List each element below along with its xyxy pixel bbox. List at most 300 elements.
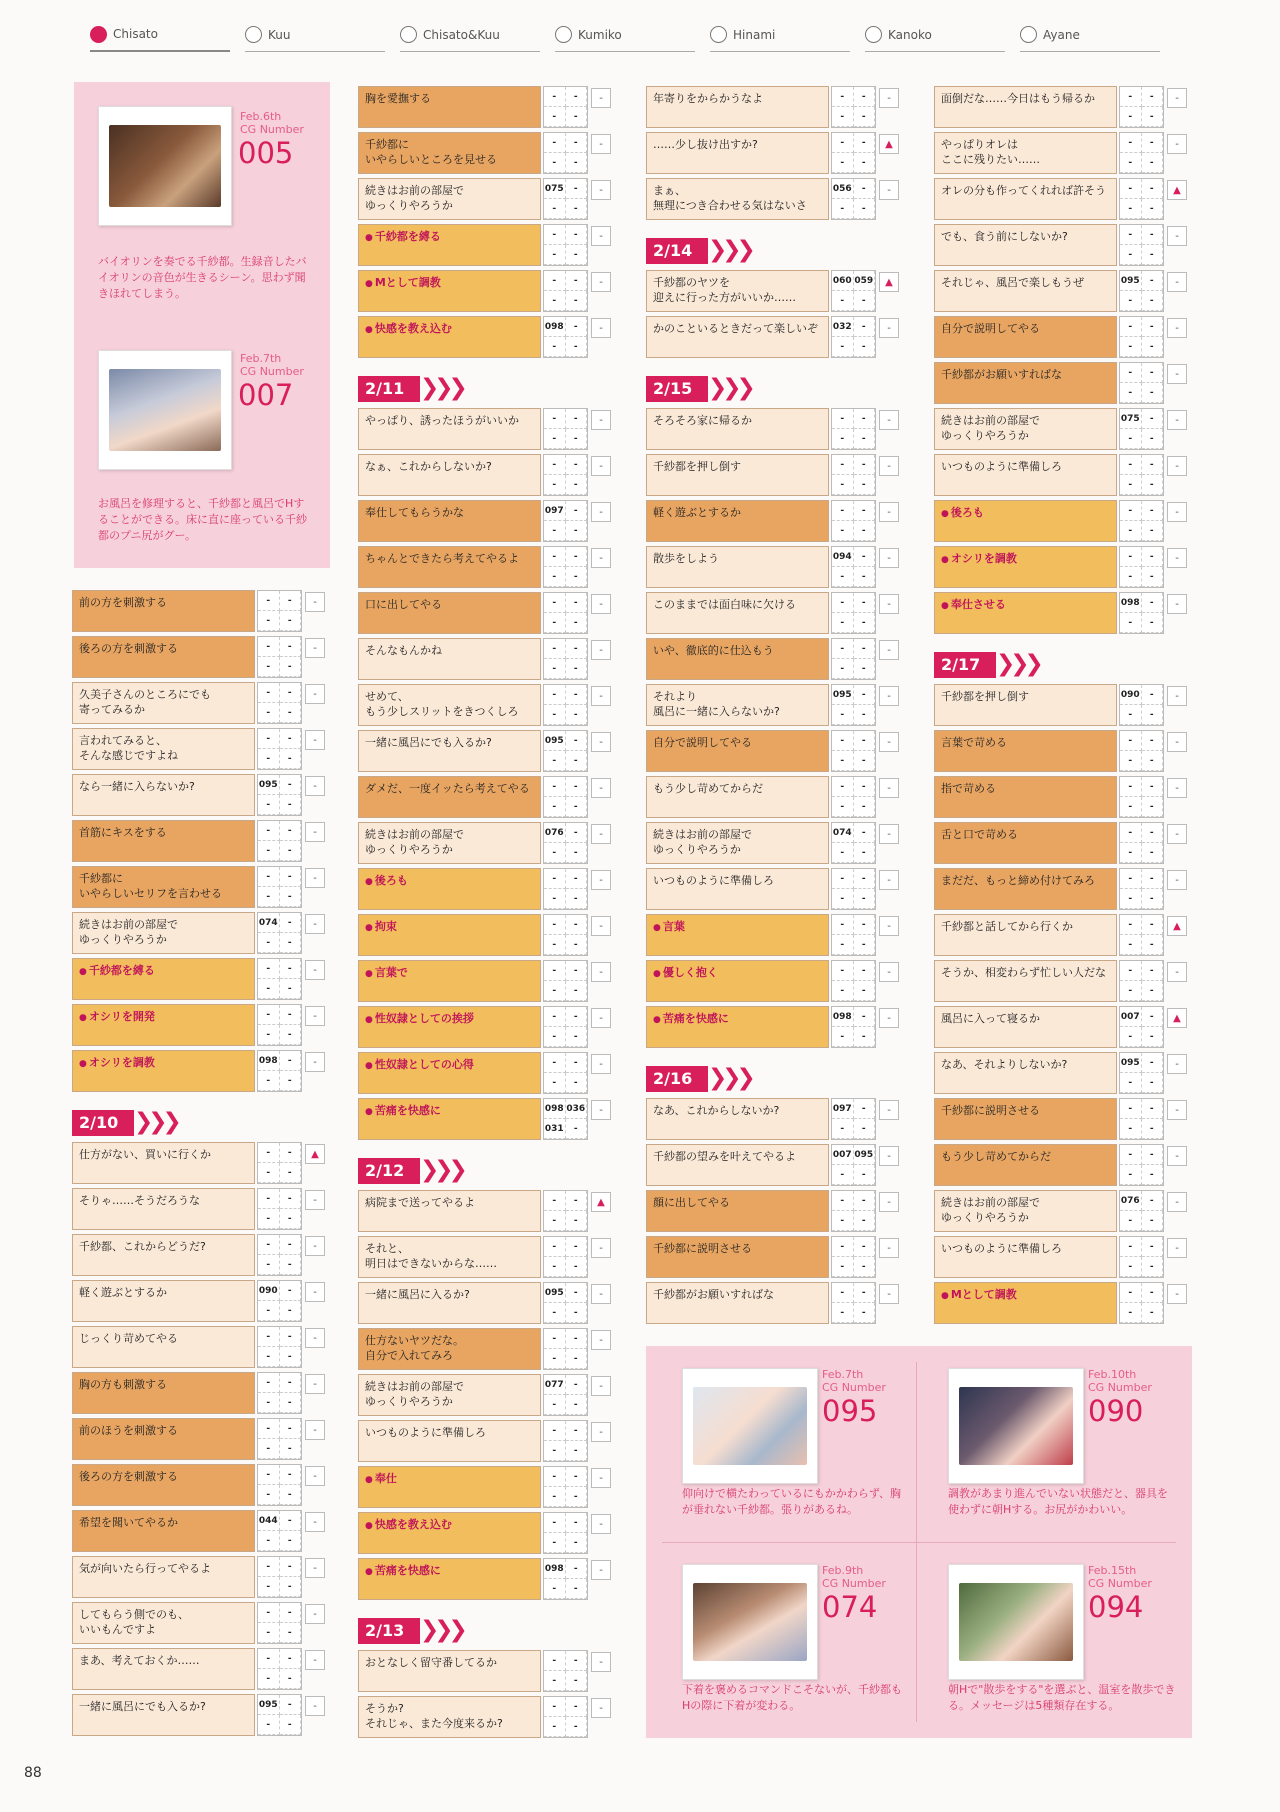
choice-card[interactable] [72,1464,317,1506]
date-label: 2/17 [934,652,996,678]
cg-number-grid [543,1236,588,1278]
cg-number-grid [257,866,302,908]
tab-chisato-kuu[interactable] [400,18,540,52]
branch-box: - [305,1696,325,1716]
choice-card[interactable] [358,86,603,128]
choice-label [934,776,1117,818]
choice-card[interactable] [934,1098,1179,1140]
choice-label [934,914,1117,956]
cg-cell: - [566,199,588,219]
cg-cell: - [280,1695,302,1715]
choice-card[interactable] [358,270,603,312]
choice-card[interactable] [934,1144,1179,1186]
cg-cell: - [1142,1099,1164,1119]
choice-card[interactable] [934,914,1181,956]
choice-card[interactable] [358,1466,603,1508]
cg-cell: - [280,1603,302,1623]
cg-cell: - [1120,475,1142,495]
cg-thumbnail-090[interactable] [948,1368,1084,1484]
choice-card[interactable] [646,1190,891,1232]
cg-thumbnail-007[interactable] [98,350,232,470]
cg-cell: - [832,1257,854,1277]
choice-card[interactable] [646,546,891,588]
choice-card[interactable] [646,730,891,772]
choice-card[interactable] [646,638,891,680]
choice-card[interactable] [934,1282,1179,1324]
radio-dot-icon [245,26,262,43]
choice-card[interactable] [72,1648,317,1690]
choice-card[interactable] [646,500,891,542]
cg-cell: - [280,749,302,769]
cg-cell: - [258,1439,280,1459]
cg-cell: - [854,521,876,541]
choice-card[interactable] [646,454,891,496]
cg-cell: - [832,1303,854,1323]
choice-card[interactable] [72,1050,317,1092]
cg-cell: 095 [258,1695,280,1715]
choice-card[interactable] [646,914,891,956]
cg-cell: - [544,1237,566,1257]
cg-cell: - [544,107,566,127]
route-up-icon: ▲ [1167,916,1187,936]
branch-box: - [591,1330,611,1350]
choice-card[interactable] [934,500,1179,542]
choice-card[interactable] [72,1418,317,1460]
choice-card[interactable] [934,224,1179,266]
cg-cell: - [280,1439,302,1459]
cg-number: 090 [1088,1394,1144,1428]
cg-cell: - [1142,1237,1164,1257]
tab-chisato[interactable] [90,18,230,52]
choice-label [358,1696,541,1738]
cg-cell: - [544,1395,566,1415]
choice-label [646,454,829,496]
tab-hinami[interactable] [710,18,850,52]
choice-card[interactable] [934,776,1179,818]
cg-cell: - [1142,179,1164,199]
cg-description: お風呂を修理すると、千紗都と風呂でHすることができる。床に直に座っている千紗都のプニ尻がグー。 [98,497,307,542]
choice-card[interactable] [358,1006,603,1048]
choice-card[interactable] [358,776,603,818]
choice-card[interactable] [358,1696,603,1738]
cg-number-grid [1119,316,1164,358]
choice-text: もう少し苛めてからだ [653,782,763,795]
cg-cell: - [566,797,588,817]
choice-card[interactable] [72,1510,317,1552]
chevron-arrows-icon: ❯❯❯ [420,1617,463,1643]
choice-card[interactable] [72,1188,317,1230]
choice-card[interactable] [72,636,317,678]
cg-cell: - [854,153,876,173]
cg-cell: 036 [566,1099,588,1119]
cg-cell: - [854,1027,876,1047]
choice-card[interactable] [358,1558,603,1600]
choice-card[interactable] [934,178,1181,220]
choice-card[interactable] [934,316,1179,358]
choice-card[interactable] [72,682,317,724]
cg-description: 仰向けで横たわっているにもかかわらず、胸が垂れない千紗都。張りがあるね。 [682,1487,902,1516]
cg-cell: - [280,1373,302,1393]
choice-card[interactable] [934,1006,1181,1048]
cg-cell: - [1120,567,1142,587]
cg-cell: - [544,521,566,541]
choice-card[interactable] [646,316,891,358]
choice-card[interactable] [358,1282,603,1324]
choice-card[interactable] [358,960,603,1002]
branch-box: - [1167,962,1187,982]
branch-box: - [1167,1054,1187,1074]
cg-cell: - [1120,705,1142,725]
choice-card[interactable] [646,1006,891,1048]
choice-text: 続きはお前の部屋で ゆっくりやろうか [941,414,1040,442]
choice-text: そりゃ……そうだろうな [79,1194,200,1207]
cg-number-grid [257,1372,302,1414]
cg-thumbnail-005[interactable] [98,106,232,226]
cg-cell: - [1142,245,1164,265]
choice-card[interactable] [358,730,603,772]
cg-cell: - [1142,107,1164,127]
choice-card[interactable] [934,454,1179,496]
choice-card[interactable] [72,912,317,954]
cg-date: Feb.7th [240,352,282,365]
branch-box: - [1167,364,1187,384]
branch-box: - [1167,88,1187,108]
branch-box: - [591,88,611,108]
choice-card[interactable] [934,270,1179,312]
choice-label [72,728,255,770]
cg-cell: - [544,567,566,587]
tab-kumiko[interactable] [555,18,695,52]
choice-card[interactable] [358,1098,603,1140]
cg-cell: - [566,843,588,863]
cg-cell: - [832,1165,854,1185]
cg-number-grid [543,1006,588,1048]
choice-card[interactable] [934,132,1179,174]
choice-label [358,546,541,588]
tab-label: Chisato [113,27,158,41]
choice-card[interactable] [646,270,893,312]
cg-cell: - [832,291,854,311]
cg-cell: - [566,271,588,291]
cg-meta [1088,1368,1152,1394]
choice-card[interactable] [358,224,603,266]
cg-cell: - [832,409,854,429]
choice-card[interactable] [72,774,317,816]
branch-box: - [305,1236,325,1256]
choice-card[interactable] [72,1280,317,1322]
cg-cell: - [258,611,280,631]
choice-label [934,592,1117,634]
choice-card[interactable] [934,684,1179,726]
cg-cell: - [544,981,566,1001]
cg-cell: - [566,751,588,771]
cg-cell: - [544,593,566,613]
cg-cell: 095 [258,775,280,795]
cg-cell: - [854,107,876,127]
choice-text: 千紗都を押し倒す [941,690,1029,703]
cg-number-grid [543,270,588,312]
choice-card[interactable] [934,730,1179,772]
choice-card[interactable] [934,960,1179,1002]
cg-cell: - [854,547,876,567]
choice-card[interactable] [72,728,317,770]
cg-number-grid [831,730,876,772]
cg-number-grid [543,1282,588,1324]
cg-label: CG Number [240,123,304,136]
choice-card[interactable] [358,408,603,450]
cg-cell: - [258,1393,280,1413]
cg-cell: - [544,935,566,955]
cg-date: Feb.6th [240,110,282,123]
choice-text: それより 風呂に一緒に入らないか? [653,690,780,718]
cg-number-grid [543,132,588,174]
choice-text: やっぱり、誘ったほうがいいか [365,414,519,427]
choice-label [72,1418,255,1460]
choice-card[interactable] [934,1052,1179,1094]
choice-card[interactable] [358,1374,603,1416]
choice-card[interactable] [646,1144,891,1186]
cg-cell: - [1120,797,1142,817]
choice-card[interactable] [646,132,893,174]
cg-panel-bottom [646,1346,1192,1738]
choice-label [646,546,829,588]
cg-cell: - [832,1211,854,1231]
cg-thumbnail-094[interactable] [948,1564,1084,1680]
cg-cell: - [1142,199,1164,219]
cg-number-grid [1119,960,1164,1002]
choice-card[interactable] [358,316,603,358]
choice-card[interactable] [358,500,603,542]
cg-cell: - [854,843,876,863]
choice-text: オレの分も作ってくれれば許そう [941,184,1106,197]
choice-card[interactable] [934,1190,1179,1232]
choice-card[interactable] [646,1282,891,1324]
cg-cell: - [280,1649,302,1669]
choice-card[interactable] [358,178,603,220]
cg-cell: - [1142,317,1164,337]
choice-card[interactable] [72,1004,317,1046]
choice-card[interactable] [646,776,891,818]
choice-text: 続きはお前の部屋で ゆっくりやろうか [653,828,752,856]
cg-cell: - [258,1209,280,1229]
cg-number-grid [831,132,876,174]
cg-cell: - [1142,685,1164,705]
branch-box: - [591,1284,611,1304]
branch-box: - [305,822,325,842]
branch-box: - [1167,1238,1187,1258]
cg-cell: - [1120,731,1142,751]
choice-card[interactable] [934,822,1179,864]
choice-text: ● 快感を教え込む [365,322,452,335]
cg-cell: - [258,1347,280,1367]
cg-thumbnail-095[interactable] [682,1368,818,1484]
choice-card[interactable] [358,592,603,634]
cg-cell: - [854,317,876,337]
choice-card[interactable] [72,866,317,908]
cg-cell: - [544,1579,566,1599]
cg-cell: - [566,659,588,679]
choice-card[interactable] [358,1236,603,1278]
choice-card[interactable] [646,592,891,634]
choice-text: 奉仕してもらうかな [365,506,464,519]
choice-label [358,1374,541,1416]
cg-date: Feb.15th [1088,1564,1137,1577]
cg-number-grid [543,730,588,772]
choice-card[interactable] [358,914,603,956]
cg-cell: - [854,291,876,311]
choice-label [72,1050,255,1092]
tab-kanoko[interactable] [865,18,1005,52]
cg-cell: - [566,731,588,751]
cg-number-grid [543,1098,588,1140]
choice-card[interactable] [72,1556,317,1598]
choice-card[interactable] [72,820,317,862]
choice-card[interactable] [72,590,317,632]
choice-card[interactable] [934,546,1179,588]
branch-box: - [1167,318,1187,338]
choice-card[interactable] [358,1420,603,1462]
choice-card[interactable] [646,960,891,1002]
choice-card[interactable] [358,1052,603,1094]
cg-cell: - [1120,843,1142,863]
cg-date: Feb.7th [822,1368,864,1381]
cg-number: 074 [822,1590,878,1624]
cg-cell: - [854,593,876,613]
choice-card[interactable] [646,822,891,864]
choice-text: いつものように準備しろ [941,1242,1062,1255]
choice-card[interactable] [358,546,603,588]
branch-box: - [1167,594,1187,614]
choice-card[interactable] [646,86,891,128]
choice-card[interactable] [72,958,317,1000]
choice-card[interactable] [72,1234,317,1276]
cg-number: 095 [822,1394,878,1428]
choice-text: もう少し苛めてからだ [941,1150,1051,1163]
cg-cell: - [566,1119,588,1139]
branch-box: - [305,960,325,980]
choice-card[interactable] [646,868,891,910]
choice-card[interactable] [358,1190,605,1232]
choice-card[interactable] [358,1328,603,1370]
choice-card[interactable] [646,408,891,450]
choice-card[interactable] [72,1372,317,1414]
chevron-arrows-icon: ❯❯❯ [134,1109,177,1135]
choice-card[interactable] [358,454,603,496]
cg-cell: - [854,915,876,935]
cg-cell: - [258,979,280,999]
cg-cell: - [1120,869,1142,889]
branch-box: - [879,1146,899,1166]
cg-cell: - [258,1143,280,1163]
branch-box: - [1167,686,1187,706]
choice-text: 仕方ないヤツだな。 自分で入れてみろ [365,1334,464,1362]
cg-cell: - [566,639,588,659]
cg-cell: - [566,1421,588,1441]
cg-number-grid [257,1050,302,1092]
choice-card[interactable] [72,1142,319,1184]
choice-card[interactable] [358,132,603,174]
choice-card[interactable] [934,408,1179,450]
cg-number-grid [257,774,302,816]
choice-card[interactable] [72,1326,317,1368]
choice-text: かのこといるときだって楽しいぞ [653,322,818,335]
cg-cell: - [280,611,302,631]
choice-card[interactable] [934,592,1179,634]
choice-card[interactable] [358,822,603,864]
choice-text: ● 言葉で [365,966,408,979]
choice-text: 後ろの方を刺激する [79,642,178,655]
cg-cell: - [544,915,566,935]
cg-cell: - [258,959,280,979]
choice-card[interactable] [646,684,891,726]
choice-label [358,868,541,910]
cg-cell: 095 [1120,271,1142,291]
cg-cell: - [544,475,566,495]
choice-card[interactable] [934,86,1179,128]
cg-number-grid [831,1006,876,1048]
choice-card[interactable] [934,868,1179,910]
choice-card[interactable] [358,684,603,726]
cg-cell: - [1142,1211,1164,1231]
cg-cell: - [258,1189,280,1209]
cg-cell: - [566,225,588,245]
choice-label [358,270,541,312]
cg-thumbnail-074[interactable] [682,1564,818,1680]
choice-card[interactable] [72,1602,317,1644]
cg-cell: - [566,1559,588,1579]
tab-kuu[interactable] [245,18,385,52]
cg-cell: - [258,1623,280,1643]
choice-label [358,1006,541,1048]
cg-cell: - [544,1533,566,1553]
cg-cell: 076 [1120,1191,1142,1211]
choice-card[interactable] [358,868,603,910]
choice-label [358,224,541,266]
choice-card[interactable] [358,1512,603,1554]
choice-card[interactable] [646,1236,891,1278]
cg-cell: - [258,795,280,815]
choice-card[interactable] [646,178,891,220]
cg-cell: - [258,1235,280,1255]
cg-cell: - [566,961,588,981]
choice-label [934,1236,1117,1278]
cg-label: CG Number [1088,1577,1152,1590]
branch-box: - [591,732,611,752]
branch-box: - [305,1052,325,1072]
choice-text: 胸の方も刺激する [79,1378,167,1391]
choice-text: なら一緒に入らないか? [79,780,195,793]
cg-cell: - [1142,613,1164,633]
cg-cell: - [1142,87,1164,107]
branch-box: - [305,1328,325,1348]
choice-label [72,1602,255,1644]
choice-label [358,500,541,542]
cg-cell: - [258,657,280,677]
tab-ayane[interactable] [1020,18,1160,52]
cg-number-grid [543,960,588,1002]
choice-card[interactable] [646,1098,891,1140]
choice-card[interactable] [72,1694,317,1736]
choice-card[interactable] [934,1236,1179,1278]
cg-cell: - [544,1211,566,1231]
cg-image [109,369,221,451]
choice-card[interactable] [358,1650,603,1692]
choice-card[interactable] [358,638,603,680]
cg-cell: - [544,777,566,797]
choice-card[interactable] [934,362,1179,404]
choice-label [934,132,1117,174]
cg-cell: - [566,1349,588,1369]
